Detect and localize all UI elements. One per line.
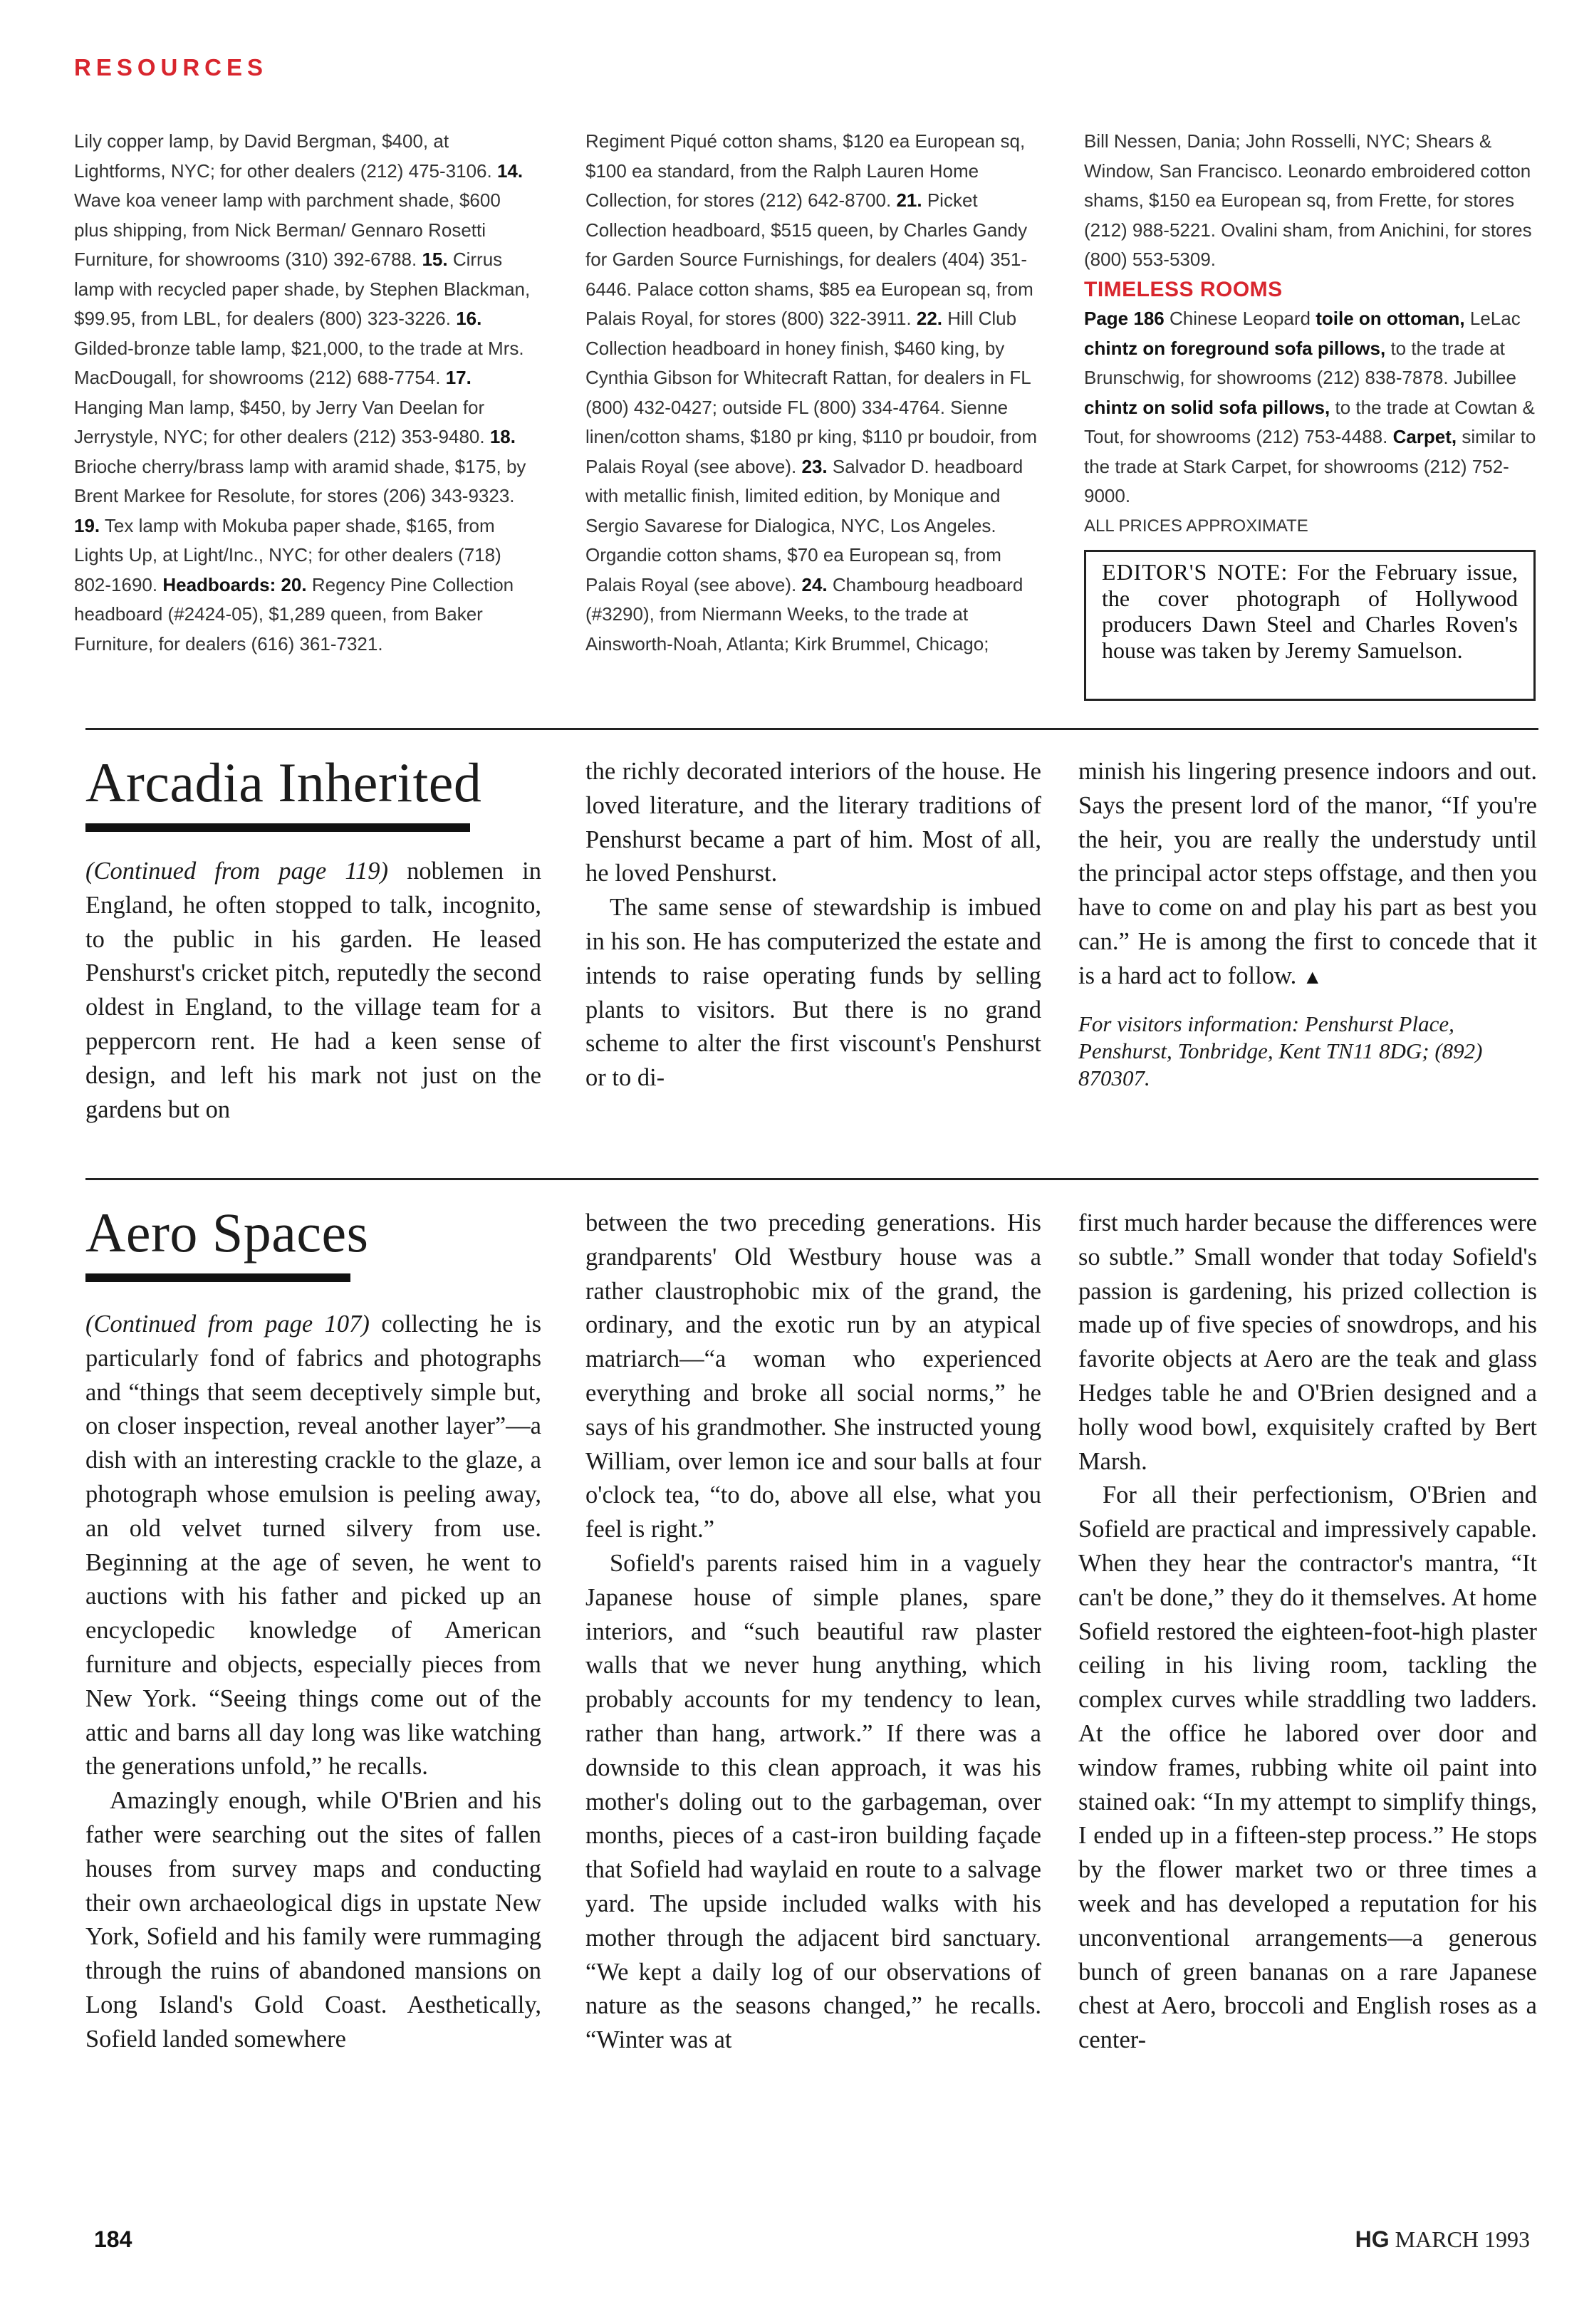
body-paragraph: the richly decorated interiors of the house. He loved literature, and the literary traditions of Penshurst became a part of him. Most of all, he loved Penshurst. [585, 758, 1041, 887]
listing-text: Regency Pine Collection headboard (#2424-05), $1,289 queen, from Baker Furniture, for dealers (616) 361-7321. [74, 573, 514, 655]
resources-text [74, 127, 537, 659]
listing-number: toile on ottoman, [1316, 308, 1465, 329]
resources-text [585, 127, 1048, 659]
prices-note: ALL PRICES APPROXIMATE [1084, 516, 1308, 536]
page-number: 184 [94, 2226, 132, 2252]
listing-text: Chambourg headboard (#3290), from Niermann Weeks, to the trade at Ainsworth-Noah, Atlanta; Kirk Brummel, Chicago; [585, 573, 1023, 655]
body-paragraph: first much harder because the differences were so subtle.” Small wonder that today Sofield's passion is gardening, his prized collection is made up of five species of snowdrops, and his favorite objects at Aero are the teak and glass Hedges table he and O'Brien designed and a holly wood bowl, exquisitely crafted by Bert Marsh. [1078, 1209, 1537, 1475]
end-mark-icon: ▲ [1302, 966, 1323, 989]
continued-line: (Continued from page 107) [85, 1310, 370, 1338]
resources-text: Bill Nessen, Dania; John Rosselli, NYC; Shears & Window, San Francisco. Leonardo embroidered cotton shams, $150 ea European sq, from Frette, for stores (212) 988-5221. Ovalini sham, from Anichini, for stores (800) 553-5309. [1084, 130, 1532, 270]
listing-number: Headboards: 20. [162, 573, 307, 595]
listing-text: Wave koa veneer lamp with parchment shade, $600 plus shipping, from Nick Berman/ Gennaro Rosetti Furniture, for showrooms (310) 392-6788. [74, 189, 501, 270]
section-label: RESOURCES [74, 54, 269, 80]
listing-number: chintz on solid sofa pillows, [1084, 396, 1330, 418]
article-column-3 [1078, 1207, 1537, 2058]
listing-number: 21. [896, 189, 922, 211]
editors-note-text: For the February issue, the cover photograph of Hollywood producers Dawn Steel and Charles Roven's house was taken by Jeremy Samuelson. [1102, 559, 1519, 663]
body-paragraph: minish his lingering presence indoors and out. Says the present lord of the manor, “If you're the heir, you are really the understudy until the principal actor steps offstage, and then you have to come on and play his part as best you can.” He is among the first to concede that it is a hard act to follow. [1078, 758, 1537, 989]
listing-text: Regiment Piqué cotton shams, $120 ea European sq, $100 ea standard, from the Ralph Lauren Home Collection, for stores (212) 642-8700. [585, 130, 1026, 211]
listing-text: similar to the trade at Stark Carpet, for showrooms (212) 752-9000. [1084, 426, 1536, 506]
body-paragraph: For all their perfectionism, O'Brien and Sofield are practical and impressively capable. When they hear the contractor's mantra, “It can't be done,” they do it themselves. At home Sofield restored the eighteen-foot-high plaster ceiling in his living room, tackling the complex curves while straddling two ladders. At the office he labored over door and window frames, rubbing white oil paint into stained oak: “In my attempt to simplify things, I ended up in a fifteen-step process.” He stops by the flower market two or three times a week and has developed a reputation for his unconventional arrangements—a generous bunch of green bananas on a rare Japanese chest at Aero, broccoli and English roses as a center- [1078, 1481, 1537, 2054]
listing-text: Picket Collection headboard, $515 queen, by Charles Gandy for Garden Source Furnishings, for dealers (404) 351-6446. Palace cotton shams, $85 ea European sq, from Palais Royal, for stores (800) 322-3911. [585, 189, 1033, 329]
listing-number: 19. [74, 514, 100, 536]
listing-number: 17. [445, 367, 472, 388]
article-title: Aero Spaces [85, 1202, 369, 1263]
listing-text: Lily copper lamp, by David Bergman, $400, at Lightforms, NYC; for other dealers (212) 475-3106. [74, 130, 497, 182]
body-paragraph: between the two preceding generations. His grandparents' Old Westbury house was a rather claustrophobic mix of the grand, the ordinary, and the exotic run by an atypical matriarch—“a woman who experienced everything and broke all social norms,” he says of his grandmother. She instructed young William, over lemon ice and sour balls at four o'clock tea, “to do, above all else, what you feel is right.” [585, 1209, 1041, 1543]
timeless-rooms-text [1084, 304, 1540, 511]
article-column-2 [585, 755, 1041, 1095]
listing-text: Hanging Man lamp, $450, by Jerry Van Deelan for Jerrystyle, NYC; for other dealers (212) 353-9480. [74, 396, 490, 447]
issue-date: MARCH 1993 [1395, 2226, 1530, 2252]
listing-number: 22. [916, 308, 943, 329]
listing-text: Tex lamp with Mokuba paper shade, $165, from Lights Up, at Light/Inc., NYC; for other dealers (718) 802-1690. [74, 514, 501, 595]
listing-number: chintz on foreground sofa pillows, [1084, 337, 1386, 359]
listing-text: Salvador D. headboard with metallic finish, limited edition, by Monique and Sergio Savarese for Dialogica, NYC, Los Angeles. Organdie cotton shams, $70 ea European sq, from Palais Royal (see above). [585, 455, 1023, 595]
magazine-folio [1355, 2226, 1530, 2253]
title-underline [85, 823, 470, 832]
article-title: Arcadia Inherited [85, 751, 482, 813]
listing-text: to the trade at Cowtan & Tout, for showrooms (212) 753-4488. [1084, 396, 1535, 447]
listing-text: to the trade at Brunschwig, for showrooms (212) 838-7878. Jubillee [1084, 337, 1516, 388]
resources-column-2 [585, 127, 1048, 659]
listing-number: 23. [801, 455, 828, 477]
article-column-3 [1078, 755, 1537, 1092]
article-column-2 [585, 1207, 1041, 2058]
article-column-1 [85, 1308, 541, 2057]
continued-line: (Continued from page 119) [85, 858, 389, 885]
listing-text: Chinese Leopard [1164, 308, 1316, 329]
editors-note-box [1084, 550, 1536, 701]
listing-text: Brioche cherry/brass lamp with aramid shade, $175, by Brent Markee for Resolute, for stores (206) 343-9323. [74, 455, 526, 506]
visitor-info: For visitors information: Penshurst Place, Penshurst, Tonbridge, Kent TN11 8DG; (892) 870307. [1078, 1011, 1483, 1090]
magazine-logo: HG [1355, 2226, 1390, 2252]
listing-number: Page 186 [1084, 308, 1165, 329]
resources-column-3 [1084, 127, 1540, 541]
resources-column-1 [74, 127, 537, 659]
title-underline [85, 1273, 350, 1282]
listing-text: Gilded-bronze table lamp, $21,000, to the trade at Mrs. MacDougall, for showrooms (212) 688-7754. [74, 337, 524, 388]
listing-text: LeLac [1464, 308, 1521, 329]
editors-note-label: EDITOR'S NOTE: [1102, 559, 1288, 585]
listing-number: 15. [422, 249, 448, 270]
body-text: noblemen in England, he often stopped to talk, incognito, to the public in his garden. He leased Penshurst's cricket pitch, reputedly the second oldest in England, to the village team for a peppercorn rent. He had a keen sense of design, and left his mark not just on the gardens but on [85, 858, 541, 1123]
listing-number: 24. [801, 573, 828, 595]
listing-number: Carpet, [1392, 426, 1457, 447]
body-paragraph: Amazingly enough, while O'Brien and his father were searching out the sites of fallen houses from survey maps and conducting their own archaeological digs in upstate New York, Sofield and his family were rummaging through the ruins of abandoned mansions on Long Island's Gold Coast. Aesthetically, Sofield landed somewhere [85, 1787, 541, 2053]
article-column-1 [85, 855, 541, 1127]
body-text: collecting he is particularly fond of fabrics and photographs and “things that seem deceptively simple but, on closer inspection, reveal another layer”—a dish with an interesting crackle to the glaze, a photograph whose emulsion is peeling away, an old velvet turned silvery from use. Beginning at the age of seven, he went to auctions with his father and picked up an encyclopedic knowledge of American furniture and objects, especially pieces from New York. “Seeing things come out of the attic and barns all day long was like watching the generations unfold,” he recalls. [85, 1310, 542, 1781]
body-paragraph: Sofield's parents raised him in a vaguely Japanese house of simple planes, spare interiors, and “such beautiful raw plaster walls that we never hung anything, which probably accounts for my tendency to lean, rather than hang, artwork.” If there was a downside to this clean approach, it was his mother's doling out to the garbageman, over months, pieces of a cast-iron building façade that Sofield had waylaid en route to a salvage yard. The upside included walks with his mother through the adjacent bird sanctuary. “We kept a daily log of our observations of nature as the seasons changed,” he recalls. “Winter was at [585, 1549, 1041, 2054]
listing-text: Hill Club Collection headboard in honey finish, $460 king, by Cynthia Gibson for Whitecraft Rattan, for dealers in FL (800) 432-0427; outside FL (800) 334-4764. Sienne linen/cotton shams, $180 pr king, $110 pr boudoir, from Palais Royal (see above). [585, 308, 1038, 477]
listing-number: 16. [456, 308, 482, 329]
timeless-rooms-heading: TIMELESS ROOMS [1084, 277, 1283, 301]
listing-number: 18. [489, 426, 516, 447]
section-divider [85, 1178, 1538, 1180]
listing-number: 14. [496, 160, 523, 182]
body-paragraph: The same sense of stewardship is imbued in his son. He has computerized the estate and intends to raise operating funds by selling plants to visitors. But there is no grand scheme to alter the first viscount's Penshurst or to di- [585, 894, 1041, 1092]
section-divider [85, 728, 1538, 730]
listing-text: Cirrus lamp with recycled paper shade, by Stephen Blackman, $99.95, from LBL, for dealers (800) 323-3226. [74, 249, 531, 329]
